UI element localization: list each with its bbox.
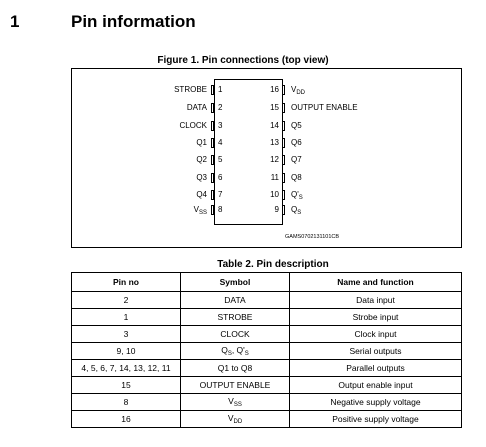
cell-pin-no: 9, 10 — [72, 343, 181, 360]
ic-package-outline — [214, 79, 283, 225]
pin-number-left: 4 — [218, 138, 223, 147]
table-row — [72, 326, 462, 343]
pin-label-left: CLOCK — [179, 121, 207, 130]
cell-symbol: $V_{DD}$ — [181, 411, 290, 428]
cell-pin-no: 16 — [72, 411, 181, 428]
pin-lead-left — [211, 85, 214, 95]
cell-function: Parallel outputs — [290, 360, 462, 377]
pin-description-table — [71, 272, 462, 428]
figure-caption: Figure 1. Pin connections (top view) — [157, 55, 329, 66]
header-symbol: Symbol — [181, 273, 290, 292]
table-row — [72, 292, 462, 309]
pin-number-left: 8 — [218, 205, 223, 214]
section-number: 1 — [10, 12, 20, 31]
pin-number-right: 14 — [270, 121, 279, 130]
pin-label-right: Q7 — [291, 155, 302, 164]
pin-label-right: Q8 — [291, 173, 302, 182]
cell-function: Data input — [290, 292, 462, 309]
pin-number-left: 2 — [218, 103, 223, 112]
cell-function: Strobe input — [290, 309, 462, 326]
cell-pin-no: 3 — [72, 326, 181, 343]
table-row — [72, 309, 462, 326]
figure-code: GAMS0702131101CB — [285, 234, 340, 240]
cell-function: Positive supply voltage — [290, 411, 462, 428]
cell-pin-no: 8 — [72, 394, 181, 411]
pin-lead-left — [211, 121, 214, 131]
pin-number-left: 5 — [218, 155, 223, 164]
pin-number-right: 16 — [270, 85, 279, 94]
cell-function: Serial outputs — [290, 343, 462, 360]
table-row — [72, 394, 462, 411]
cell-symbol: Q1 to Q8 — [181, 360, 290, 377]
pin-lead-right — [282, 205, 285, 215]
cell-symbol: $Q_S$, $Q'_S$ — [181, 343, 290, 360]
pin-number-right: 13 — [270, 138, 279, 147]
table-row — [72, 360, 462, 377]
table-caption: Table 2. Pin description — [217, 259, 329, 270]
pin-lead-right — [282, 138, 285, 148]
pin-label-right: $V_{DD}$ — [291, 85, 306, 96]
cell-symbol: OUTPUT ENABLE — [181, 377, 290, 394]
pin-number-right: 10 — [270, 190, 279, 199]
pin-number-right: 12 — [270, 155, 279, 164]
table-row — [72, 411, 462, 428]
pin-lead-right — [282, 173, 285, 183]
cell-pin-no: 1 — [72, 309, 181, 326]
pin-lead-left — [211, 103, 214, 113]
pin-lead-right — [282, 103, 285, 113]
pin-lead-right — [282, 190, 285, 200]
pin-label-right: OUTPUT ENABLE — [291, 103, 358, 112]
cell-symbol: $V_{SS}$ — [181, 394, 290, 411]
pin-lead-right — [282, 121, 285, 131]
pin-number-right: 9 — [274, 205, 279, 214]
pin-label-right: Q5 — [291, 121, 302, 130]
cell-function: Output enable input — [290, 377, 462, 394]
cell-pin-no: 4, 5, 6, 7, 14, 13, 12, 11 — [72, 360, 181, 377]
pin-number-right: 11 — [270, 173, 279, 182]
pin-number-left: 1 — [218, 85, 223, 94]
cell-pin-no: 2 — [72, 292, 181, 309]
pin-lead-left — [211, 155, 214, 165]
table-header-row — [72, 273, 462, 292]
pin-label-left: STROBE — [174, 85, 207, 94]
pin-label-left: Q2 — [196, 155, 207, 164]
pin-lead-left — [211, 173, 214, 183]
cell-function: Clock input — [290, 326, 462, 343]
pin-label-right: Q6 — [291, 138, 302, 147]
pin-number-left: 7 — [218, 190, 223, 199]
pin-number-left: 6 — [218, 173, 223, 182]
pin-label-right: $Q'_S$ — [291, 190, 303, 201]
pin-lead-left — [211, 138, 214, 148]
pin-lead-right — [282, 85, 285, 95]
pin-lead-right — [282, 155, 285, 165]
pin-label-left: Q1 — [196, 138, 207, 147]
cell-function: Negative supply voltage — [290, 394, 462, 411]
pin-label-right: $Q_S$ — [291, 205, 302, 216]
cell-symbol: CLOCK — [181, 326, 290, 343]
header-pin-no: Pin no — [72, 273, 181, 292]
header-name-function: Name and function — [290, 273, 462, 292]
pin-label-left: Q3 — [196, 173, 207, 182]
pin-lead-left — [211, 190, 214, 200]
pin-label-left: DATA — [186, 103, 207, 112]
pin-number-right: 15 — [270, 103, 279, 112]
pin-number-left: 3 — [218, 121, 223, 130]
cell-symbol: STROBE — [181, 309, 290, 326]
cell-pin-no: 15 — [72, 377, 181, 394]
pin-label-left: $V_{SS}$ — [193, 205, 207, 216]
pin-label-left: Q4 — [196, 190, 207, 199]
pin-lead-left — [211, 205, 214, 215]
cell-symbol: DATA — [181, 292, 290, 309]
table-row — [72, 343, 462, 360]
section-title: Pin information — [71, 12, 196, 31]
table-row — [72, 377, 462, 394]
